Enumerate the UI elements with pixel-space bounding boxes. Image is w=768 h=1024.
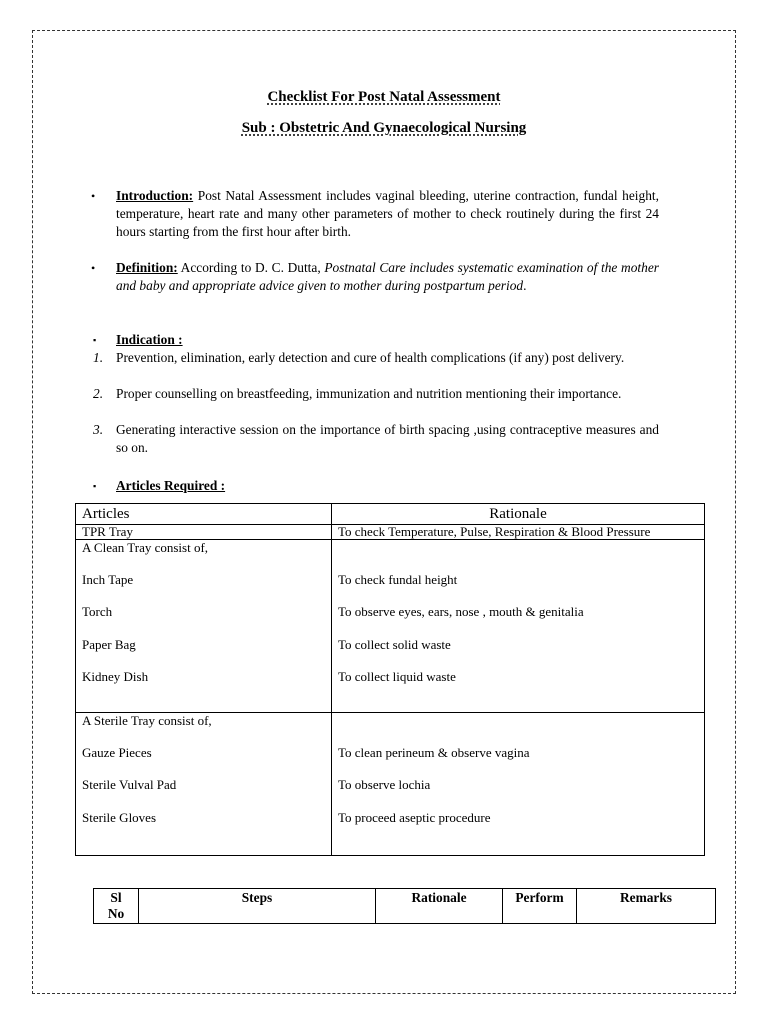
clean-tray-heading: A Clean Tray consist of, [82,540,209,555]
list-item: To observe lochia [338,777,431,793]
definition-bullet: • [91,261,96,275]
indication-item-2: Proper counselling on breastfeeding, immunization and nutrition mentioning their importance. [116,386,622,401]
remarks-header: Remarks [577,889,716,924]
introduction-text: Post Natal Assessment includes vaginal bleeding, uterine contraction, fundal height, temperature, heart rate and many other parameters of mother to check routinely during the first 24 hours starting from the first hour after birth. [116,188,659,239]
steps-header-row [94,889,716,924]
articles-header: Articles [76,504,332,525]
indication-num-1: 1. [93,350,104,365]
no-label: No [107,906,125,921]
articles-table [75,503,705,856]
articles-heading [116,477,659,495]
indication-item-1: Prevention, elimination, early detection and cure of health complications (if any) post delivery. [116,350,625,365]
blank-line [338,540,698,556]
list-item: Paper Bag [82,636,136,652]
indication-num-2: 2. [93,386,104,401]
rationale-column-header: Rationale [376,889,503,924]
list-item: Sterile Gloves [82,809,157,825]
rationale-header: Rationale [332,504,705,525]
clean-tray-rationales [332,540,705,713]
table-row [76,540,705,713]
blank-line [338,713,698,729]
document-title: Checklist For Post Natal Assessment [267,89,501,105]
sl-no-header [94,889,139,924]
definition-text: According to D. C. Dutta, [177,260,325,275]
list-item: Sterile Vulval Pad [82,777,177,793]
table-row [76,713,705,856]
sterile-tray-heading: A Sterile Tray consist of, [82,713,212,728]
steps-header: Steps [139,889,376,924]
definition-quote: Postnatal Care includes systematic examination of the mother and baby and appropriate advice given to mother during postpartum period [116,260,659,293]
indication-label: Indication : [116,332,183,347]
definition-end: . [523,278,527,293]
definition-label: Definition: [116,260,178,275]
list-item: Kidney Dish [82,669,149,685]
articles-bullet: ▪ [93,481,97,491]
introduction-paragraph [116,187,659,241]
steps-table [93,888,716,924]
indication-num-3: 3. [93,422,104,437]
list-item: To observe eyes, ears, nose , mouth & genitalia [338,604,584,620]
indication-heading [116,331,659,349]
list-item: To check fundal height [338,572,458,587]
list-item: Inch Tape [82,572,134,587]
list-item: Torch [82,604,113,620]
document-subtitle: Sub : Obstetric And Gynaecological Nursing [241,120,527,136]
list-item: To clean perineum & observe vagina [338,745,530,760]
sl-label: Sl [110,890,122,905]
definition-paragraph [116,259,659,295]
list-item: Gauze Pieces [82,745,152,760]
tpr-rationale: To check Temperature, Pulse, Respiration & Blood Pressure [332,525,705,540]
list-item: To proceed aseptic procedure [338,809,491,825]
articles-label: Articles Required : [116,478,226,493]
sterile-tray-articles [76,713,332,856]
clean-tray-articles [76,540,332,713]
sterile-tray-rationales [332,713,705,856]
introduction-bullet: • [91,189,96,203]
indication-item-3: Generating interactive session on the importance of birth spacing ,using contraceptive measures and so on. [116,422,659,455]
list-item: To collect solid waste [338,636,451,652]
perform-header: Perform [503,889,577,924]
indication-bullet: ▪ [93,335,97,345]
list-item: To collect liquid waste [338,669,456,685]
introduction-label: Introduction: [116,188,194,203]
table-row [76,525,705,540]
tpr-article: TPR Tray [76,525,332,540]
